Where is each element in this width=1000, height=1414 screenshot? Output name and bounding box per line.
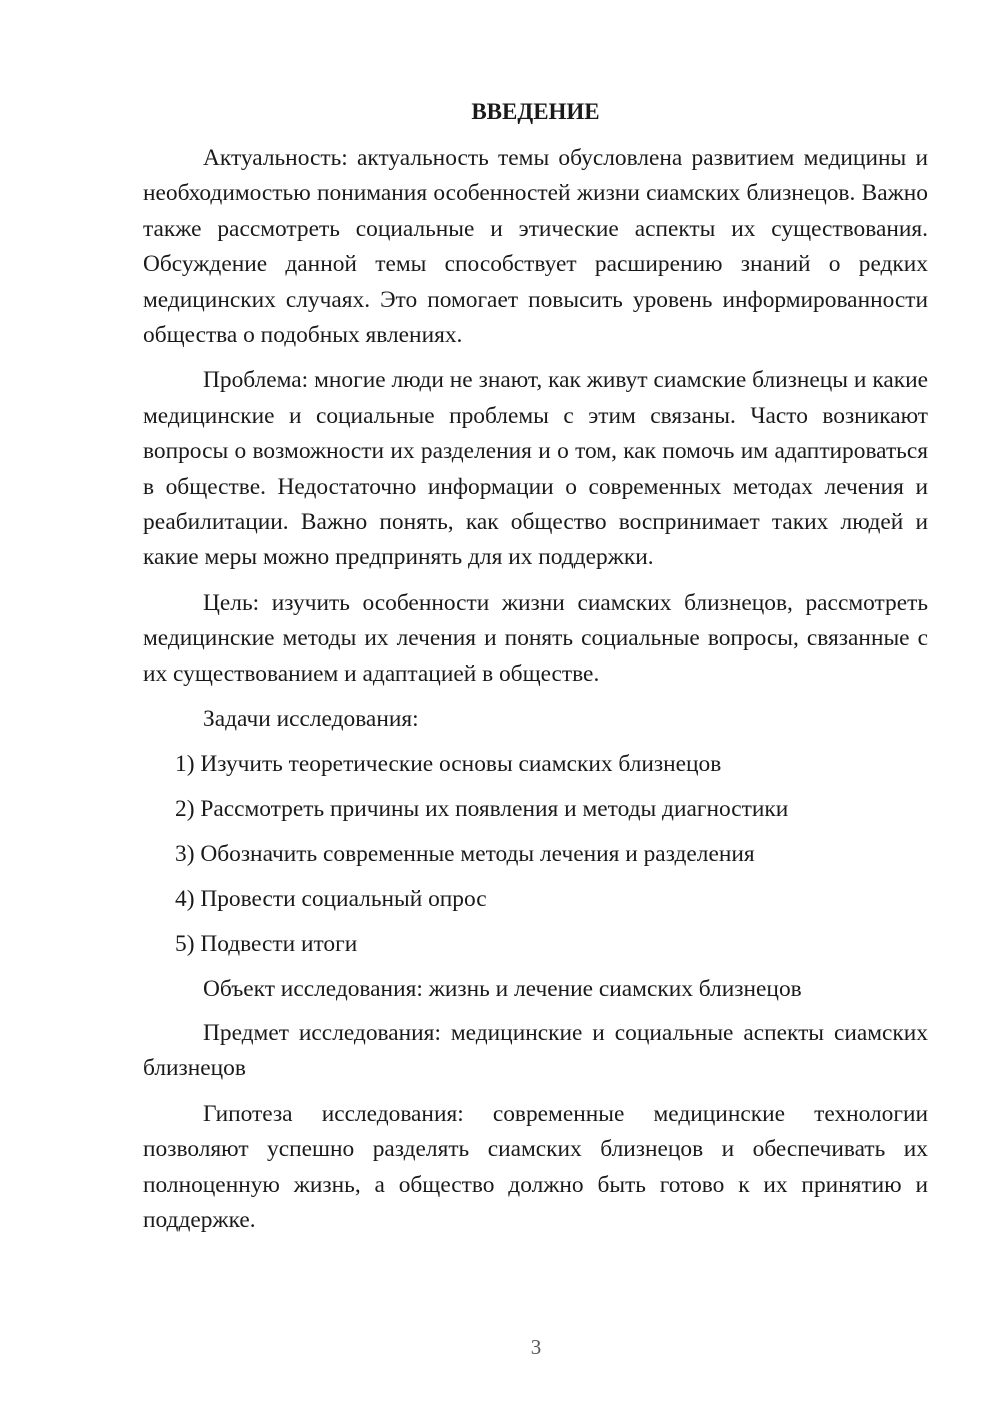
list-item: 2) Рассмотреть причины их появления и методы диагностики: [175, 795, 789, 822]
list-item: 1) Изучить теоретические основы сиамских близнецов: [175, 750, 722, 777]
list-item: 4) Провести социальный опрос: [175, 885, 487, 912]
page-title: ВВЕДЕНИЕ: [471, 99, 600, 124]
paragraph-relevance: Актуальность: актуальность темы обусловлена развитием медицины и необходимостью понимания особенностей жизни сиамских близнецов. Важно также рассмотреть социальные и этические аспекты их существования. Обсуждение данной темы способствует расширению знаний о редких медицинских случаях. Это помогает повысить уровень информированности общества о подобных явлениях.: [143, 145, 928, 349]
paragraph-goal: Цель: изучить особенности жизни сиамских близнецов, рассмотреть медицинские методы их лечения и понять социальные вопросы, связанные с их существованием и адаптацией в обществе.: [143, 589, 928, 687]
list-item: 3) Обозначить современные методы лечения и разделения: [175, 840, 755, 867]
page-number: 3: [530, 1335, 542, 1359]
list-item: 5) Подвести итоги: [175, 930, 358, 957]
paragraph-hypothesis: Гипотеза исследования: современные медицинские технологии позволяют успешно разделять сиамских близнецов и обеспечивать их полноценную жизнь, а общество должно быть готово к их принятию и поддержке.: [143, 1100, 928, 1233]
paragraph-object: Объект исследования: жизнь и лечение сиамских близнецов: [203, 975, 802, 1002]
page-content: [143, 94, 928, 1248]
tasks-list: [143, 747, 928, 962]
paragraph-tasks-title: Задачи исследования:: [203, 706, 419, 733]
paragraph-problem: Проблема: многие люди не знают, как живут сиамские близнецы и какие медицинские и социальные проблемы с этим связаны. Часто возникают вопросы о возможности их разделения и о том, как помочь им адаптироваться в обществе. Недостаточно информации о современных методах лечения и реабилитации. Важно понять, как общество воспринимает таких людей и какие меры можно предпринять для их поддержки.: [143, 367, 928, 571]
paragraph-subject: Предмет исследования: медицинские и социальные аспекты сиамских близнецов: [143, 1019, 928, 1082]
